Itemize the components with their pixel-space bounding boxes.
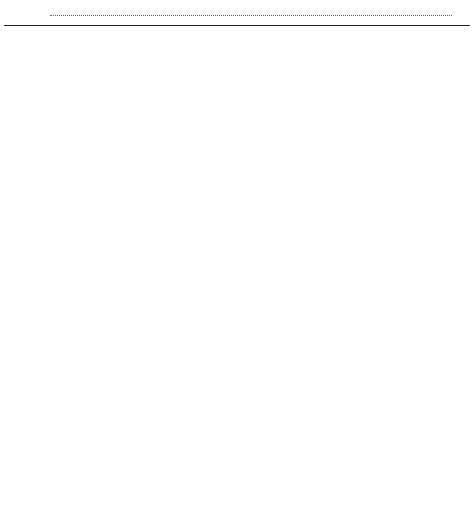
toc-leader-dots xyxy=(50,6,452,16)
section-divider xyxy=(4,25,470,26)
toc-intro-row[interactable] xyxy=(0,6,474,19)
